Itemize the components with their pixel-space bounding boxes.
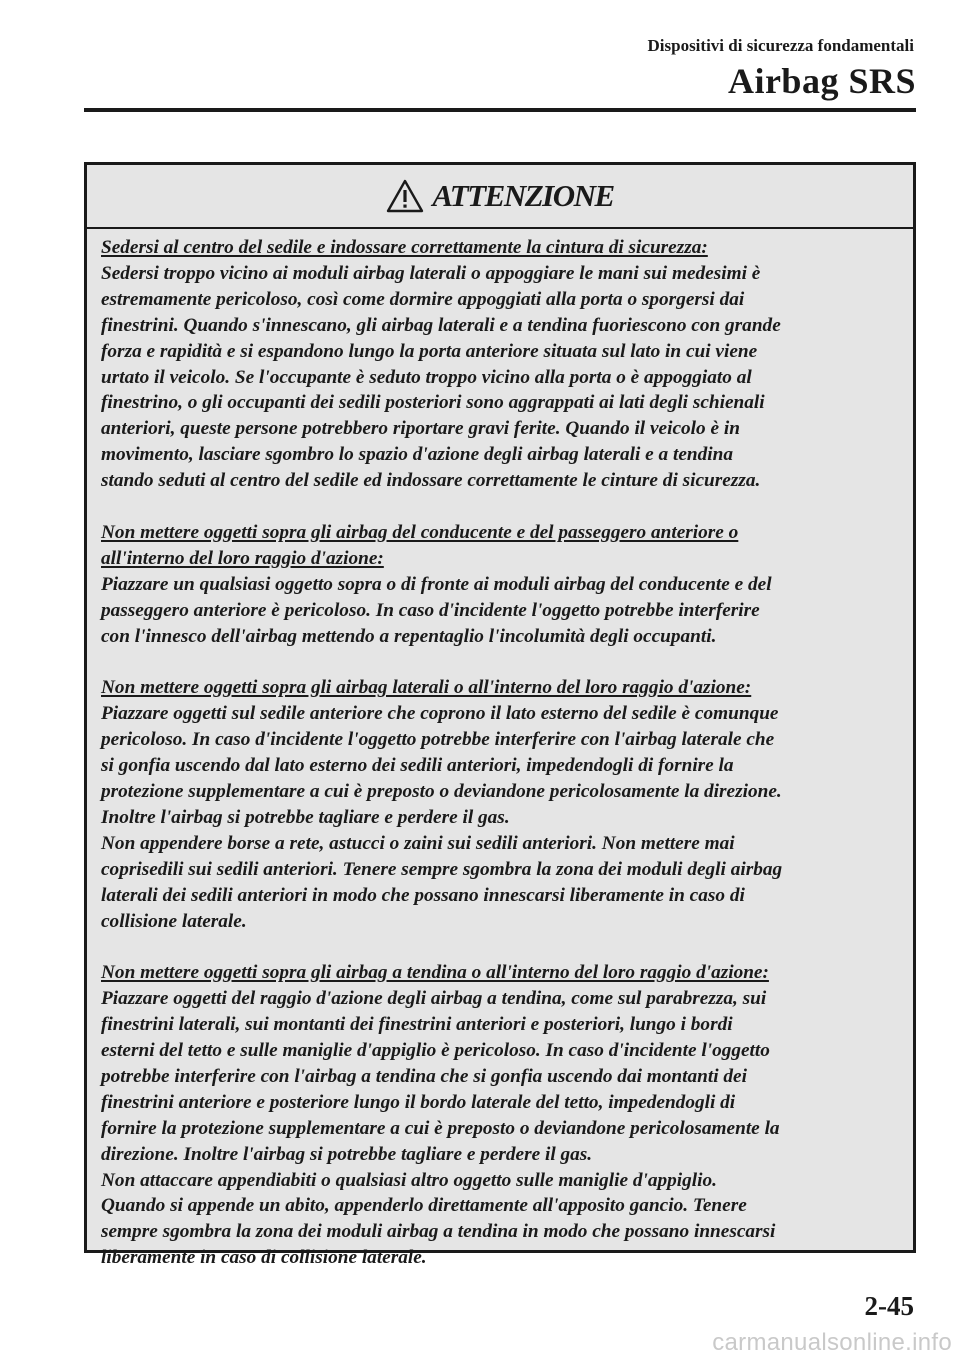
paragraph-line: Non appendere borse a rete, astucci o zaini sui sedili anteriori. Non mettere mai [101,832,735,854]
paragraph-line: protezione supplementare a cui è preposto o deviandone pericolosamente la direzione. [101,781,782,802]
chapter-title: Airbag SRS [727,61,916,101]
paragraph-heading: Non mettere oggetti sopra gli airbag del conducente e del passeggero anteriore o [101,521,739,543]
warning-paragraph [101,235,899,494]
warning-triangle-icon [386,179,424,213]
warning-paragraph [101,960,899,1271]
paragraph-line: finestrino, o gli occupanti dei sedili posteriori sono aggrappati ai lati degli schienali [101,392,765,414]
paragraph-line: laterali dei sedili anteriori in modo che possano innescarsi liberamente in caso di [101,884,745,906]
paragraph-line: Non attaccare appendiabiti o qualsiasi altro oggetto sulle maniglie d'appiglio. [101,1169,717,1191]
paragraph-line: finestrini. Quando s'innescano, gli airbag laterali e a tendina fuoriescono con grande [101,314,781,336]
paragraph-line: stando seduti al centro del sedile ed indossare correttamente le cinture di sicurezza. [101,470,761,492]
warning-title: ATTENZIONE [432,178,614,213]
paragraph-line: passeggero anteriore è pericoloso. In caso d'incidente l'oggetto potrebbe interferire [101,599,760,621]
paragraph-heading: Sedersi al centro del sedile e indossare correttamente la cintura di sicurezza: [101,237,708,258]
paragraph-line: liberamente in caso di collisione laterale. [101,1247,427,1269]
paragraph-line: forza e rapidità e si espandono lungo la porta anteriore situata sul lato in cui viene [101,340,758,362]
warning-header [87,165,913,229]
section-label: Dispositivi di sicurezza fondamentali [647,36,914,55]
warning-paragraph [101,675,899,934]
paragraph-line: finestrini laterali, sui montanti dei finestrini anteriori e posteriori, lungo i bordi [101,1014,733,1036]
paragraph-line: movimento, lasciare sgombro lo spazio d'azione degli airbag laterali e a tendina [101,444,734,466]
paragraph-line: sempre sgombra la zona dei moduli airbag a tendina in modo che possano innescarsi [101,1221,776,1243]
paragraph-line: Sedersi troppo vicino ai moduli airbag laterali o appoggiare le mani sui medesimi è [101,262,761,284]
paragraph-line: direzione. Inoltre l'airbag si potrebbe tagliare e perdere il gas. [101,1143,593,1165]
paragraph-line: potrebbe interferire con l'airbag a tendina che si gonfia uscendo dai montanti dei [101,1065,747,1087]
paragraph-line: anteriori, queste persone potrebbero riportare gravi ferite. Quando il veicolo è in [101,418,740,440]
paragraph-line: collisione laterale. [101,910,247,932]
paragraph-heading: Non mettere oggetti sopra gli airbag a tendina o all'interno del loro raggio d'azione: [101,962,769,984]
paragraph-line: Piazzare oggetti del raggio d'azione degli airbag a tendina, come sul parabrezza, sui [101,988,767,1010]
header-rule [84,108,916,112]
paragraph-line: Quando si appende un abito, appenderlo direttamente all'apposito gancio. Tenere [101,1195,747,1217]
paragraph-line: si gonfia uscendo dal lato esterno dei sedili anteriori, impedendogli di fornire la [101,755,734,777]
paragraph-heading: Non mettere oggetti sopra gli airbag laterali o all'interno del loro raggio d'azione: [101,677,752,699]
paragraph-line: Piazzare oggetti sul sedile anteriore che coprono il lato esterno del sedile è comunque [101,703,779,725]
warning-body [87,229,913,1271]
paragraph-line: pericoloso. In caso d'incidente l'oggetto potrebbe interferire con l'airbag laterale che [101,729,775,751]
paragraph-line: fornire la protezione supplementare a cui è preposto o deviandone pericolosamente la [101,1117,780,1139]
paragraph-line: finestrini anteriore e posteriore lungo il bordo laterale del tetto, impedendogli di [101,1091,736,1113]
paragraph-line: Inoltre l'airbag si potrebbe tagliare e perdere il gas. [101,806,510,828]
watermark-link[interactable]: carmanualsonline.info [712,1329,952,1356]
paragraph-line: con l'innesco dell'airbag mettendo a repentaglio l'incolumità degli occupanti. [101,625,717,647]
warning-box [84,162,916,1269]
paragraph-line: esterni del tetto e sulle maniglie d'appiglio è pericoloso. In caso d'incidente l'oggetto [101,1040,770,1062]
warning-paragraph [101,520,899,650]
paragraph-line: Piazzare un qualsiasi oggetto sopra o di fronte ai moduli airbag del conducente e del [101,573,772,595]
paragraph-line: estremamente pericoloso, così come dormire appoggiati alla porta o sporgersi dai [101,288,745,310]
paragraph-line: coprisedili sui sedili anteriori. Tenere sempre sgombra la zona dei moduli degli airbag [101,858,783,880]
page-number: 2-45 [864,1291,914,1321]
paragraph-heading: all'interno del loro raggio d'azione: [101,547,384,569]
paragraph-line: urtato il veicolo. Se l'occupante è seduto troppo vicino alla porta o è appoggiato al [101,366,752,388]
